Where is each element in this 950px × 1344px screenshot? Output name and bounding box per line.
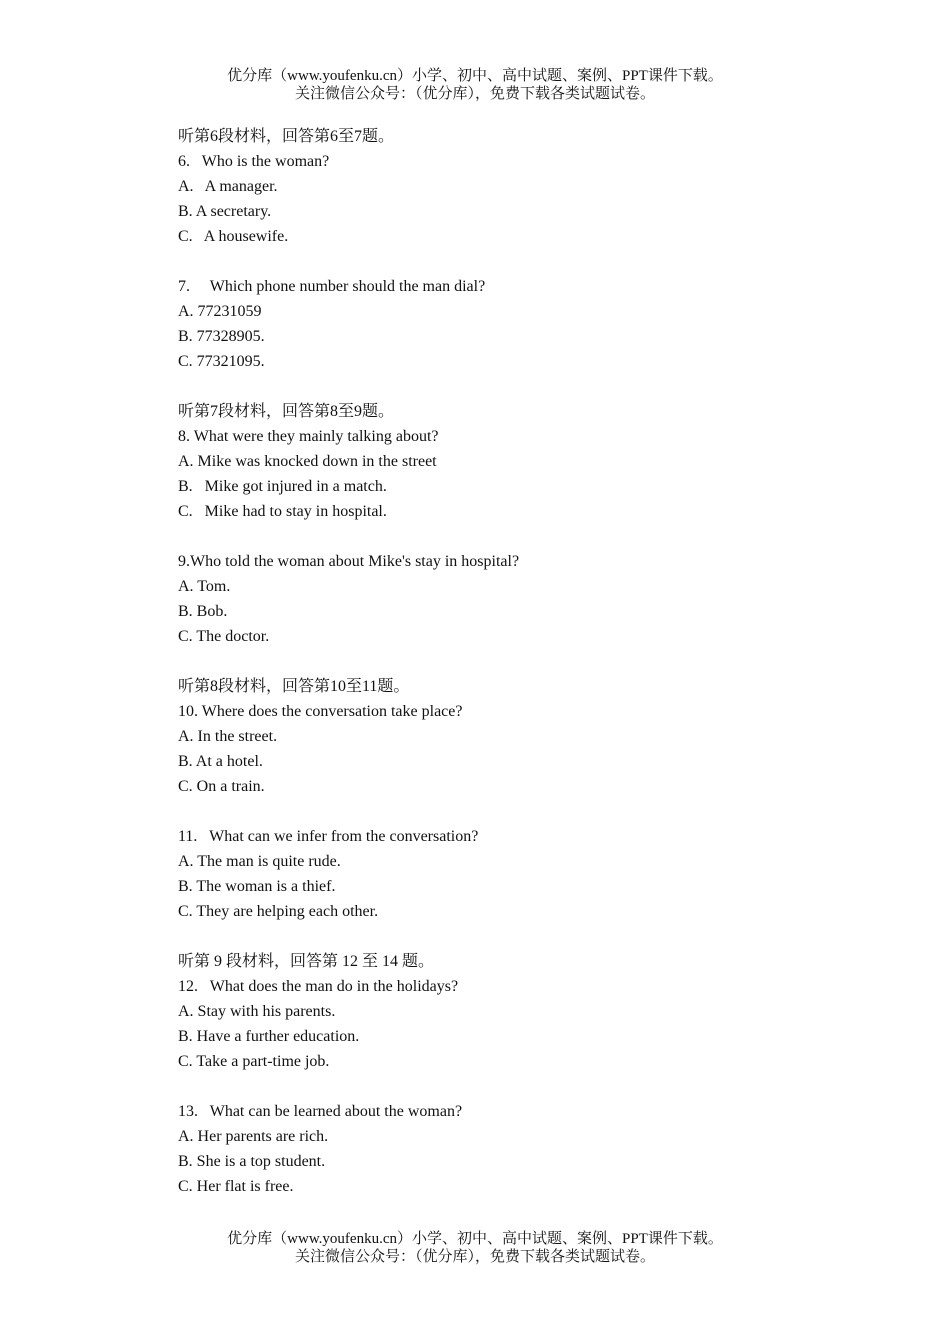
answer-option: C. A housewife. [178, 228, 289, 245]
question-list [178, 124, 818, 1199]
answer-option: A. Her parents are rich. [178, 1128, 329, 1145]
section-instruction: 听第 9 段材料，回答第 12 至 14 题。 [178, 953, 435, 970]
page-footer-banner [0, 1230, 950, 1266]
answer-option: B. 77328905. [178, 328, 265, 345]
answer-option: A. The man is quite rude. [178, 853, 341, 870]
answer-option: A. Tom. [178, 578, 231, 595]
question-stem: 12. What does the man do in the holidays? [178, 978, 459, 995]
spacer [178, 1074, 818, 1099]
spacer [178, 249, 818, 274]
answer-option: C. They are helping each other. [178, 903, 379, 920]
answer-option: A. A manager. [178, 178, 278, 195]
footer-line-2: 关注微信公众号：（优分库），免费下载各类试题试卷。 [294, 1249, 655, 1265]
spacer [178, 524, 818, 549]
spacer [178, 799, 818, 824]
answer-option: B. Have a further education. [178, 1028, 360, 1045]
answer-option: C. Her flat is free. [178, 1178, 294, 1195]
answer-option: B. Bob. [178, 603, 228, 620]
answer-option: B. A secretary. [178, 203, 272, 220]
question-stem: 10. Where does the conversation take place? [178, 703, 463, 720]
spacer [178, 374, 818, 399]
spacer [178, 924, 818, 949]
question-stem: 7. Which phone number should the man dial? [178, 278, 486, 295]
page-header-banner [0, 67, 950, 103]
section-instruction: 听第6段材料，回答第6至7题。 [178, 128, 395, 145]
section-instruction: 听第8段材料，回答第10至11题。 [178, 678, 410, 695]
question-stem: 8. What were they mainly talking about? [178, 428, 439, 445]
answer-option: C. The doctor. [178, 628, 270, 645]
question-stem: 11. What can we infer from the conversation? [178, 828, 479, 845]
answer-option: B. She is a top student. [178, 1153, 326, 1170]
answer-option: A. Mike was knocked down in the street [178, 453, 437, 470]
header-line-2: 关注微信公众号：（优分库），免费下载各类试题试卷。 [294, 86, 655, 102]
answer-option: C. Mike had to stay in hospital. [178, 503, 387, 520]
answer-option: A. In the street. [178, 728, 278, 745]
spacer [178, 649, 818, 674]
question-stem: 9.Who told the woman about Mike's stay in hospital? [178, 553, 520, 570]
answer-option: A. Stay with his parents. [178, 1003, 336, 1020]
section-instruction: 听第7段材料，回答第8至9题。 [178, 403, 395, 420]
answer-option: C. 77321095. [178, 353, 265, 370]
answer-option: B. The woman is a thief. [178, 878, 336, 895]
answer-option: C. On a train. [178, 778, 265, 795]
question-stem: 6. Who is the woman? [178, 153, 330, 170]
footer-line-1: 优分库（www.youfenku.cn）小学、初中、高中试题、案例、PPT课件下载。 [227, 1231, 723, 1247]
answer-option: C. Take a part-time job. [178, 1053, 330, 1070]
answer-option: B. Mike got injured in a match. [178, 478, 387, 495]
question-stem: 13. What can be learned about the woman? [178, 1103, 463, 1120]
answer-option: B. At a hotel. [178, 753, 263, 770]
answer-option: A. 77231059 [178, 303, 262, 320]
header-line-1: 优分库（www.youfenku.cn）小学、初中、高中试题、案例、PPT课件下载。 [227, 68, 723, 84]
